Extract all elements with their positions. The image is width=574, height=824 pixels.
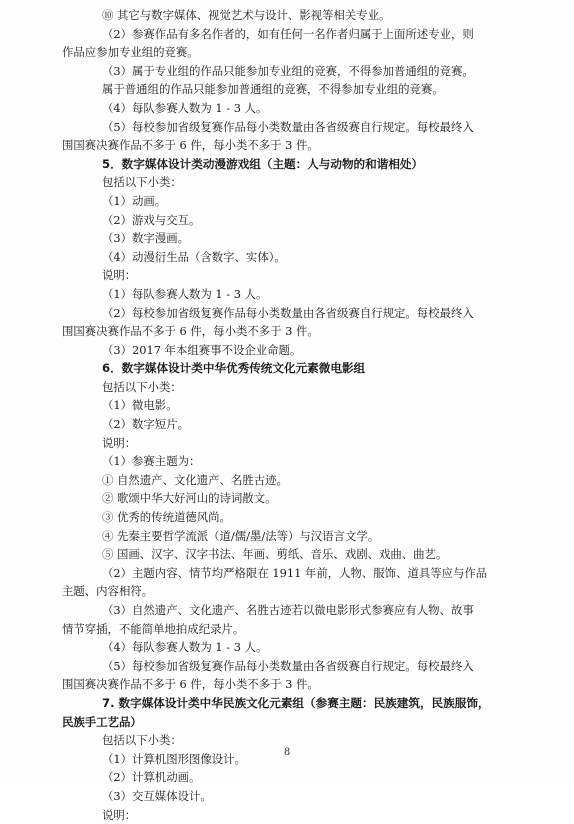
- text-line: （2）参赛作品有多名作者的，如有任何一名作者归属于上面所述专业，则: [102, 26, 474, 41]
- text-line: （3）交互媒体设计。: [102, 788, 212, 803]
- text-line: （1）计算机图形图像设计。: [102, 751, 246, 766]
- text-line: 说明：: [102, 807, 137, 822]
- section-heading: 民族手工艺品）: [62, 714, 142, 729]
- text-line: （2）主题内容、情节均严格限在 1911 年前，人物、服饰、道具等应与作品: [102, 565, 488, 580]
- section-heading: 6．数字媒体设计类中华优秀传统文化元素微电影组: [102, 361, 366, 376]
- text-line: 围国赛决赛作品不多于 6 件，每小类不多于 3 件。: [62, 324, 319, 339]
- text-line: （3）属于专业组的作品只能参加专业组的竞赛，不得参加普通组的竞赛。: [102, 63, 474, 78]
- text-line: 主题、内容相符。: [62, 584, 154, 599]
- text-line: 包括以下小类：: [102, 175, 182, 190]
- text-line: （2）游戏与交互。: [102, 212, 201, 227]
- page-number: 8: [283, 747, 291, 758]
- text-line: 围国赛决赛作品不多于 6 件，每小类不多于 3 件。: [62, 138, 319, 153]
- text-line: 包括以下小类：: [102, 379, 182, 394]
- section-heading: 7. 数字媒体设计类中华民族文化元素组（参赛主题：民族建筑，民族服饰，: [102, 695, 490, 710]
- section-heading: 5．数字媒体设计类动漫游戏组（主题：人与动物的和谐相处）: [102, 156, 424, 171]
- text-line: ⑩ 其它与数字媒体、视觉艺术与设计、影视等相关专业。: [102, 8, 391, 22]
- text-line: （1）动画。: [102, 193, 167, 208]
- text-line: ① 自然遗产、文化遗产、名胜古迹。: [102, 472, 288, 487]
- text-line: 情节穿插，不能简单地拍成纪录片。: [62, 621, 245, 636]
- text-line: 围国赛决赛作品不多于 6 件，每小类不多于 3 件。: [62, 677, 319, 692]
- text-line: （1）每队参赛人数为 1 - 3 人。: [102, 286, 268, 301]
- text-line: （3）自然遗产、文化遗产、名胜古迹若以微电影形式参赛应有人物、故事: [102, 603, 474, 617]
- text-line: （5）每校参加省级复赛作品每小类数量由各省级赛自行规定。每校最终入: [102, 119, 474, 134]
- text-line: （4）动漫衍生品（含数字、实体）。: [102, 249, 286, 264]
- text-line: 作品应参加专业组的竞赛。: [62, 45, 199, 60]
- text-line: ④ 先秦主要哲学流派（道/儒/墨/法等）与汉语言文学。: [102, 528, 380, 543]
- text-line: （3）2017 年本组赛事不设企业命题。: [102, 342, 302, 357]
- text-line: （2）计算机动画。: [102, 770, 201, 785]
- text-line: （4）每队参赛人数为 1 - 3 人。: [102, 100, 268, 115]
- text-line: （1）参赛主题为：: [102, 454, 201, 469]
- text-line: 属于普通组的作品只能参加普通组的竞赛，不得参加专业组的竞赛。: [102, 82, 444, 97]
- text-line: ② 歌颂中华大好河山的诗词散文。: [102, 491, 277, 506]
- text-line: 说明：: [102, 268, 137, 283]
- text-line: 说明：: [102, 435, 137, 450]
- text-line: （5）每校参加省级复赛作品每小类数量由各省级赛自行规定。每校最终入: [102, 658, 474, 673]
- text-line: ⑤ 国画、汉字、汉字书法、年画、剪纸、音乐、戏剧、戏曲、曲艺。: [102, 547, 448, 562]
- text-line: 包括以下小类：: [102, 733, 182, 748]
- text-line: （2）数字短片。: [102, 417, 189, 432]
- text-line: （2）每校参加省级复赛作品每小类数量由各省级赛自行规定。每校最终入: [102, 305, 474, 320]
- text-line: （3）数字漫画。: [102, 231, 189, 246]
- text-line: （4）每队参赛人数为 1 - 3 人。: [102, 640, 268, 655]
- page-body: [0, 6, 574, 824]
- text-line: ③ 优秀的传统道德风尚。: [102, 510, 231, 525]
- text-line: （1）微电影。: [102, 398, 178, 413]
